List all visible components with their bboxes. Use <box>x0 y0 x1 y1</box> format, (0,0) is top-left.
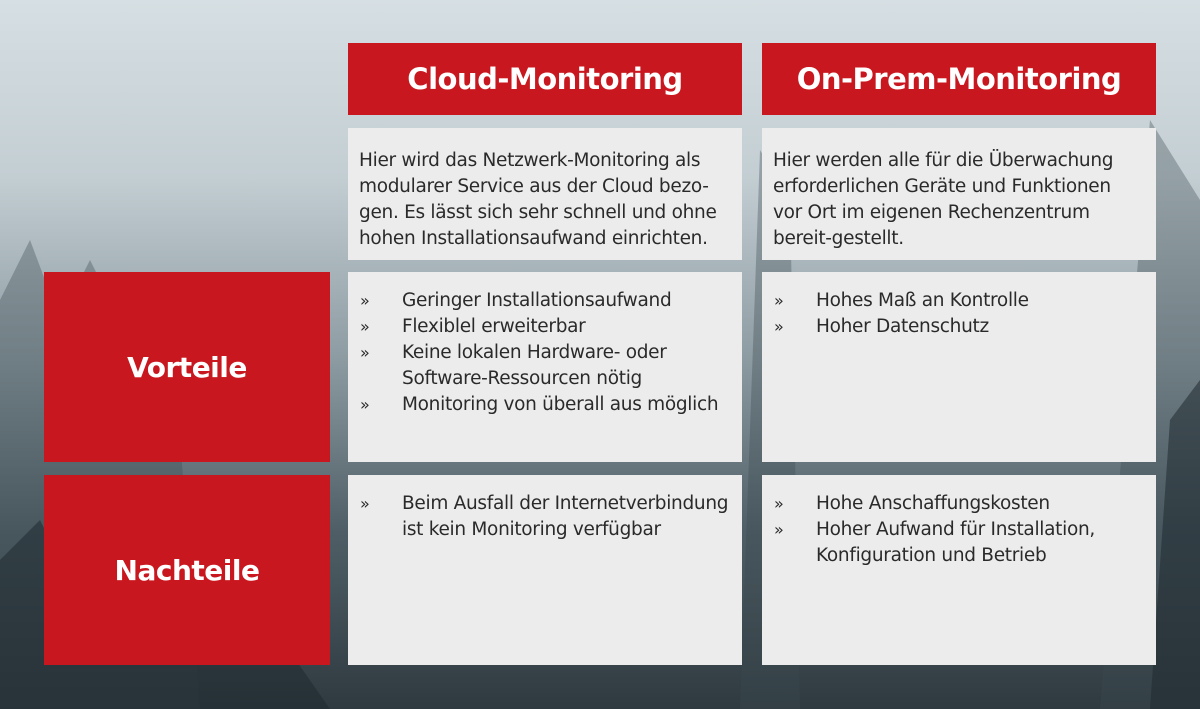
list-item-text: Hohes Maß an Kontrolle <box>816 290 1029 311</box>
list-item-text: Flexiblel erweiterbar <box>402 316 586 337</box>
bullet-marker: » <box>360 343 370 362</box>
list-item-text: Geringer Installationsaufwand <box>402 290 672 311</box>
row-label-vorteile: Vorteile <box>44 272 330 462</box>
list-item <box>774 491 1146 517</box>
description-on-prem: Hier werden alle für die Überwachung erforderlichen Geräte und Funktionen vor Ort im eigenen Rechenzentrum bereit-gestellt. <box>762 128 1156 260</box>
list-item-text: Hohe Anschaffungskosten <box>816 493 1050 514</box>
list-item-text: Hoher Datenschutz <box>816 316 989 337</box>
on-prem-disadvantages <box>762 475 1156 665</box>
bullet-marker: » <box>774 317 784 336</box>
list-item <box>360 314 732 340</box>
row-label-nachteile: Nachteile <box>44 475 330 665</box>
list-item-text: Monitoring von überall aus möglich <box>402 394 719 415</box>
header-on-prem-monitoring: On-Prem-Monitoring <box>762 43 1156 115</box>
list-item-text: Hoher Aufwand für Installation, Konfiguration und Betrieb <box>816 519 1095 566</box>
list-item-text: Beim Ausfall der Internetverbindung ist kein Monitoring verfügbar <box>402 493 729 540</box>
list-item <box>774 288 1146 314</box>
list-item-text: Keine lokalen Hardware- oder Software-Ressourcen nötig <box>402 342 667 389</box>
bullet-marker: » <box>360 395 370 414</box>
list-item <box>360 340 732 392</box>
bullet-marker: » <box>774 494 784 513</box>
list-item <box>360 288 732 314</box>
list-item <box>774 314 1146 340</box>
bullet-marker: » <box>360 317 370 336</box>
list-item <box>774 517 1146 569</box>
cloud-advantages <box>348 272 742 462</box>
bullet-marker: » <box>774 291 784 310</box>
on-prem-advantages <box>762 272 1156 462</box>
list-item <box>360 392 732 418</box>
cloud-disadvantages <box>348 475 742 665</box>
list-item <box>360 491 732 543</box>
bullet-marker: » <box>774 520 784 539</box>
bullet-marker: » <box>360 291 370 310</box>
bullet-marker: » <box>360 494 370 513</box>
header-cloud-monitoring: Cloud-Monitoring <box>348 43 742 115</box>
description-cloud: Hier wird das Netzwerk-Monitoring als modularer Service aus der Cloud bezo-gen. Es lässt sich sehr schnell und ohne hohen Installationsaufwand einrichten. <box>348 128 742 260</box>
